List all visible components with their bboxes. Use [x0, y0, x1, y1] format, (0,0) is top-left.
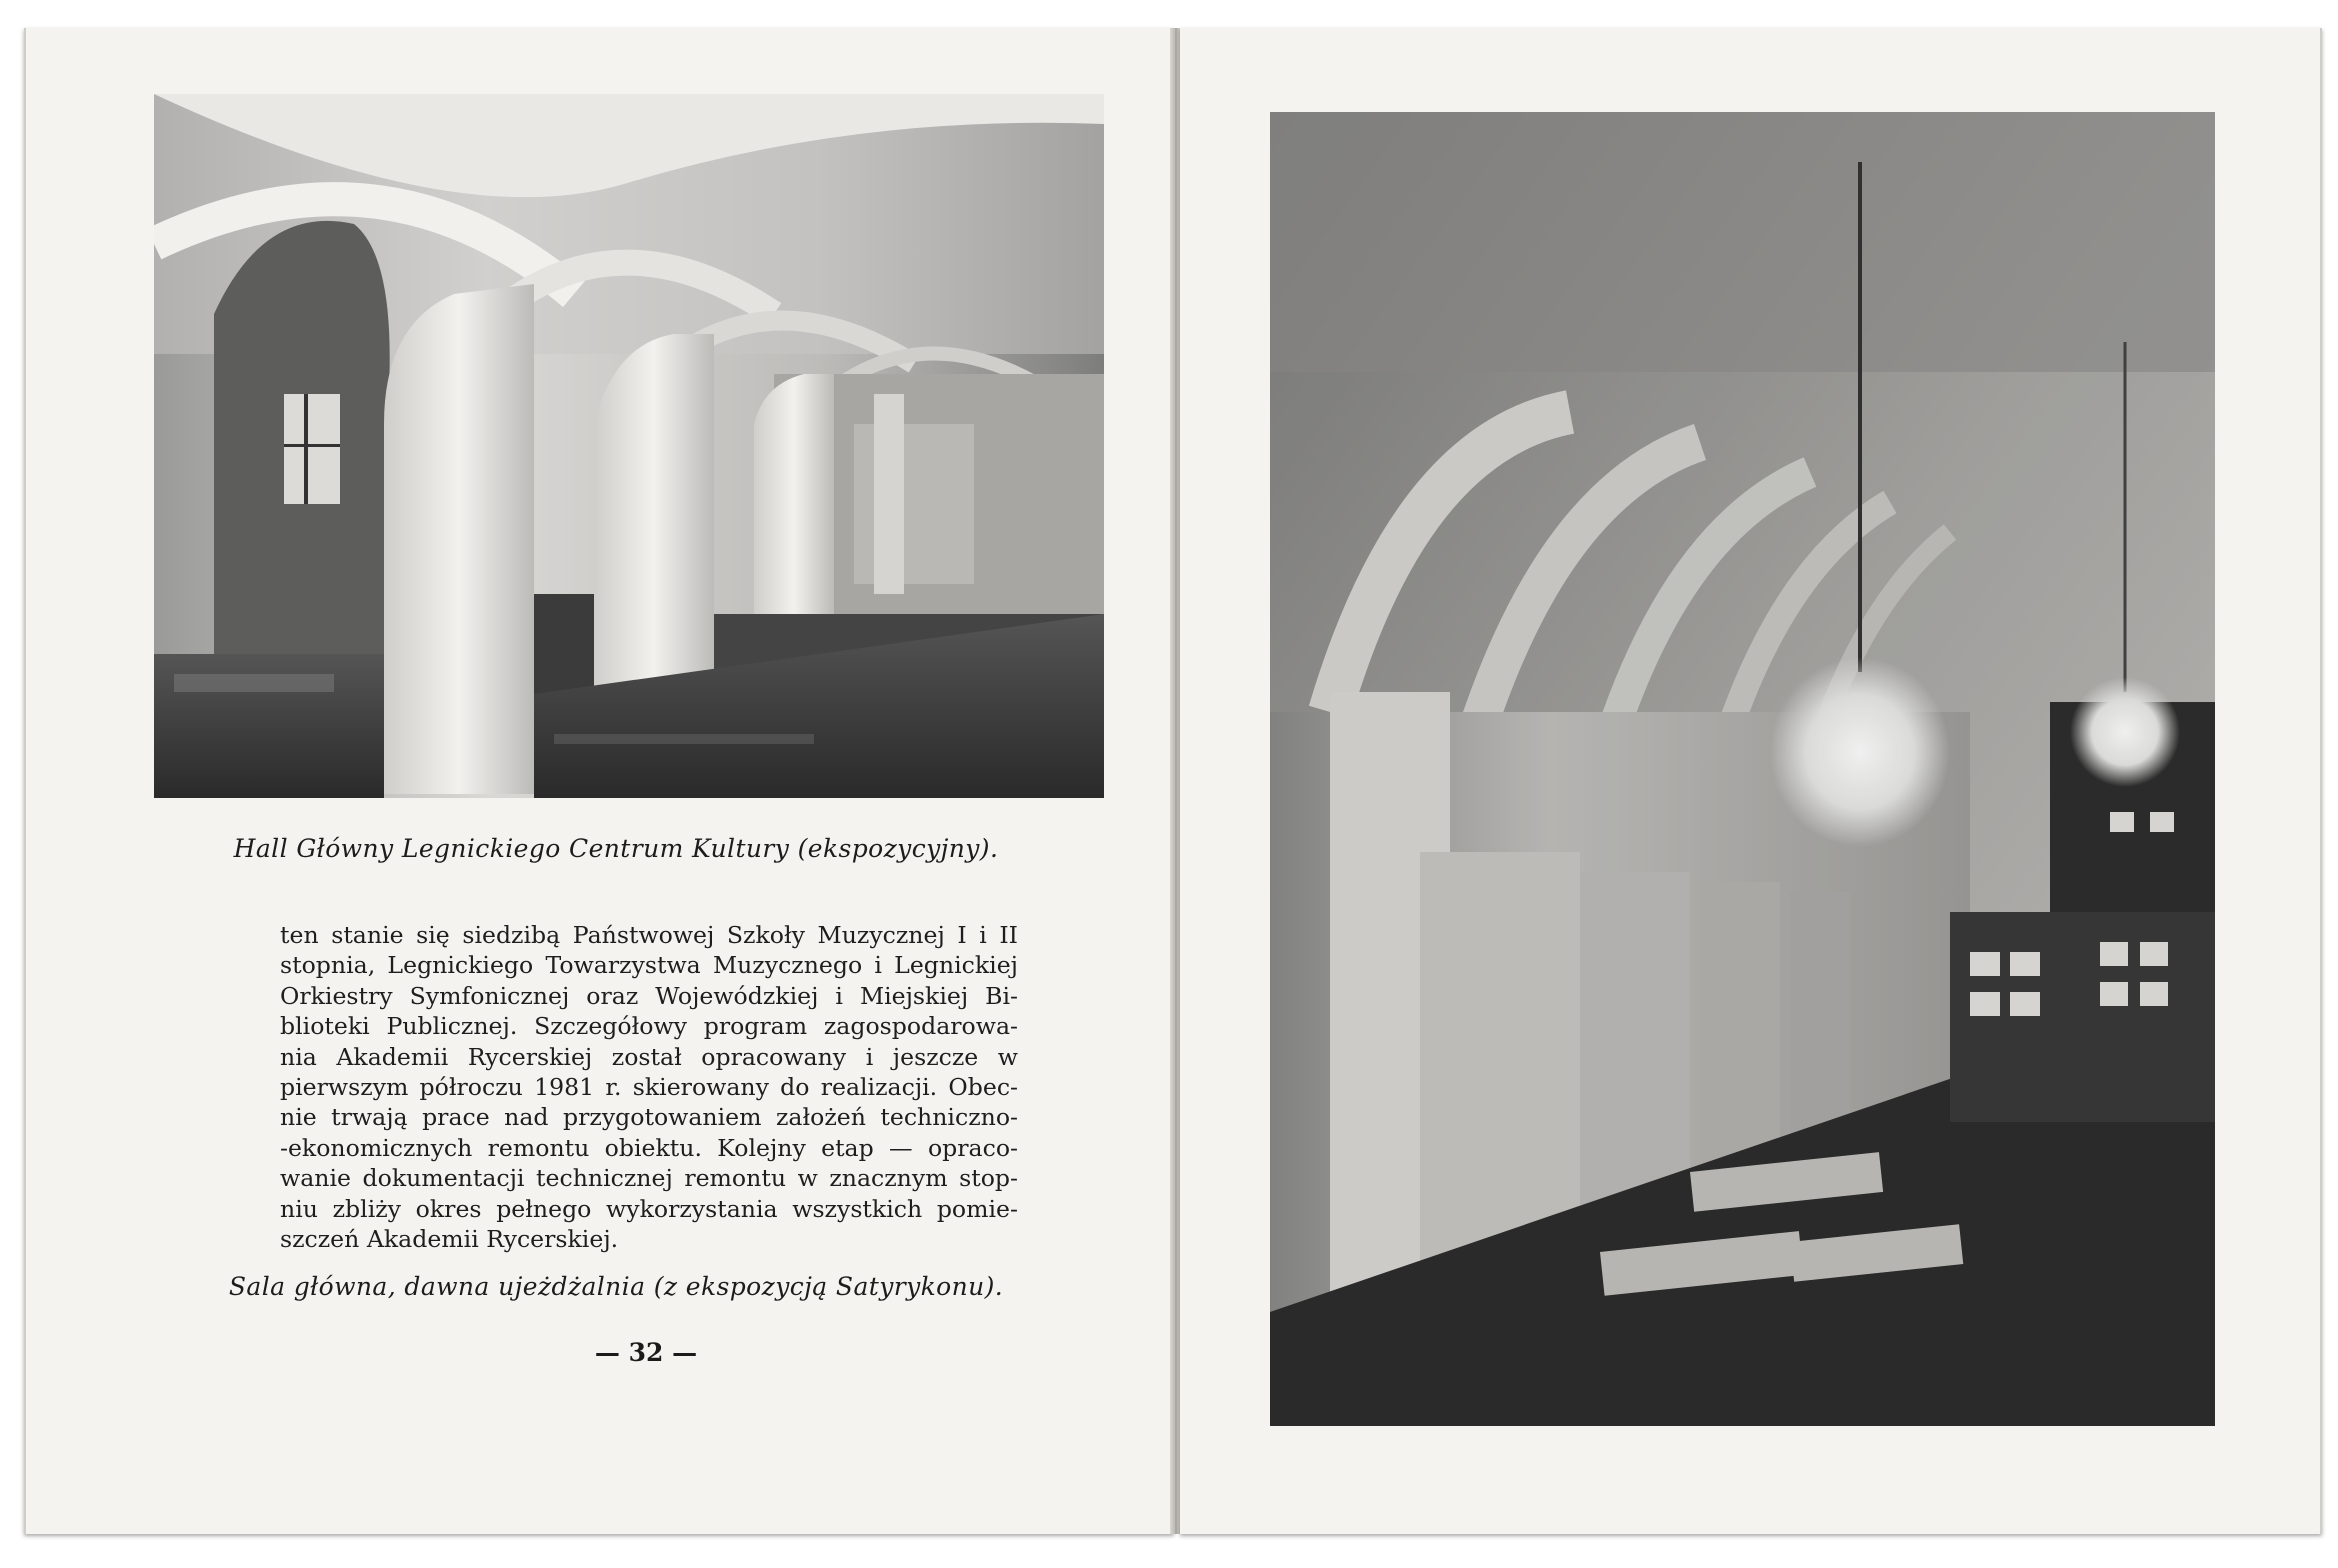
body-line: Orkiestry Symfonicznej oraz Wojewódzkiej i Miejskiej Bi-	[280, 981, 1018, 1010]
body-line: -ekonomicznych remontu obiektu. Kolejny etap — opraco-	[280, 1133, 1018, 1162]
hall-photo-caption: Hall Główny Legnickiego Centrum Kultury (ekspozycyjny).	[233, 834, 999, 863]
page-number: — 32 —	[594, 1338, 698, 1367]
hall-vaulted-interior-image	[154, 94, 1104, 798]
body-line: wanie dokumentacji technicznej remontu w znacznym stop-	[280, 1164, 1018, 1193]
body-line: pierwszym półroczu 1981 r. skierowany do realizacji. Obec-	[280, 1073, 1018, 1102]
body-line: ten stanie się siedzibą Państwowej Szkoły Muzycznej I i II	[280, 921, 1018, 949]
body-line: stopnia, Legnickiego Towarzystwa Muzycznego i Legnickiej	[280, 951, 1018, 980]
body-line: nia Akademii Rycerskiej został opracowany i jeszcze w	[280, 1042, 1018, 1071]
left-page	[24, 28, 1174, 1534]
body-line: blioteki Publicznej. Szczegółowy program zagospodarowa-	[280, 1012, 1018, 1041]
right-page	[1180, 28, 2322, 1534]
body-line: niu zbliży okres pełnego wykorzystania wszystkich pomie-	[280, 1194, 1018, 1223]
body-paragraph	[280, 920, 1018, 1254]
body-line: szczeń Akademii Rycerskiej.	[280, 1225, 619, 1254]
sala-photo-caption: Sala główna, dawna ujeżdżalnia (z ekspozycją Satyrykonu).	[228, 1272, 1004, 1301]
body-line: nie trwają prace nad przygotowaniem założeń techniczno-	[280, 1103, 1018, 1132]
sala-photo	[1270, 112, 2215, 1426]
sala-main-hall-image	[1270, 112, 2215, 1426]
hall-photo	[154, 94, 1104, 798]
